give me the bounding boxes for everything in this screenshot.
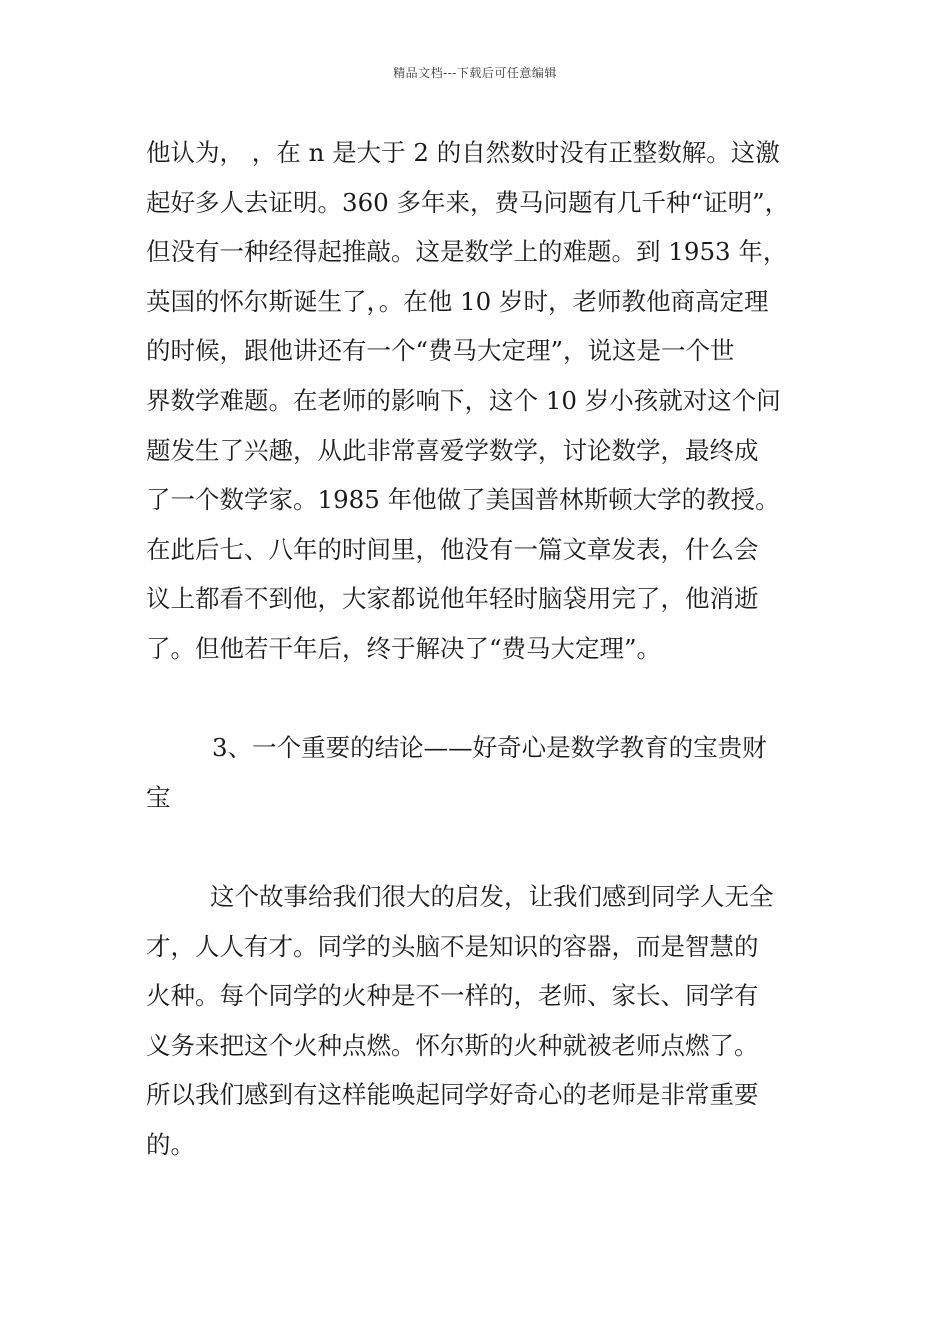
- text-line: 义务来把这个火种点燃。怀尔斯的火种就被老师点燃了。: [146, 1030, 759, 1060]
- text-line: 所以我们感到有这样能唤起同学好奇心的老师是非常重要: [146, 1080, 759, 1110]
- text-line: 他认为， ，在 n 是大于 2 的自然数时没有正整数解。这激: [146, 138, 780, 167]
- text-line: 的时候，跟他讲还有一个“费马大定理”，说这是一个世: [146, 336, 735, 366]
- text-line: 英国的怀尔斯诞生了，。在他 10 岁时，老师教他商高定理: [146, 286, 769, 316]
- text-line: 了一个数学家。1985 年他做了美国普林斯顿大学的教授。: [146, 485, 780, 515]
- text-line: 界数学难题。在老师的影响下，这个 10 岁小孩就对这个问: [146, 385, 781, 415]
- text-line: 但没有一种经得起推敲。这是数学上的难题。到 1953 年，: [146, 237, 788, 267]
- text-line: 火种。每个同学的火种是不一样的，老师、家长、同学有: [146, 981, 759, 1011]
- text-line: 了。但他若干年后，终于解决了“费马大定理”。: [146, 633, 662, 663]
- section-heading-line: 3、一个重要的结论——好奇心是数学教育的宝贵财: [212, 733, 767, 763]
- text-line: 才，人人有才。同学的头脑不是知识的容器，而是智慧的: [146, 931, 759, 961]
- document-body: [146, 128, 826, 1169]
- text-line: 议上都看不到他，大家都说他年轻时脑袋用完了，他消逝: [146, 584, 759, 614]
- text-line: 起好多人去证明。360 多年来，费马问题有几千种“证明”，: [146, 187, 790, 217]
- section-heading: [146, 723, 826, 822]
- page-header: 精品文档---下载后可任意编辑: [393, 66, 557, 80]
- text-line: 这个故事给我们很大的启发，让我们感到同学人无全: [210, 881, 774, 911]
- paragraph-conclusion: [146, 872, 826, 1170]
- text-line: 在此后七、八年的时间里，他没有一篇文章发表，什么会: [146, 534, 759, 564]
- text-line: 题发生了兴趣，从此非常喜爱学数学，讨论数学，最终成: [146, 435, 759, 465]
- paragraph-spacer: [146, 822, 826, 872]
- paragraph-spacer: [146, 674, 826, 724]
- paragraph-fermat-story: [146, 128, 826, 674]
- section-heading-line: 宝: [146, 782, 171, 812]
- text-line: 的。: [146, 1129, 195, 1159]
